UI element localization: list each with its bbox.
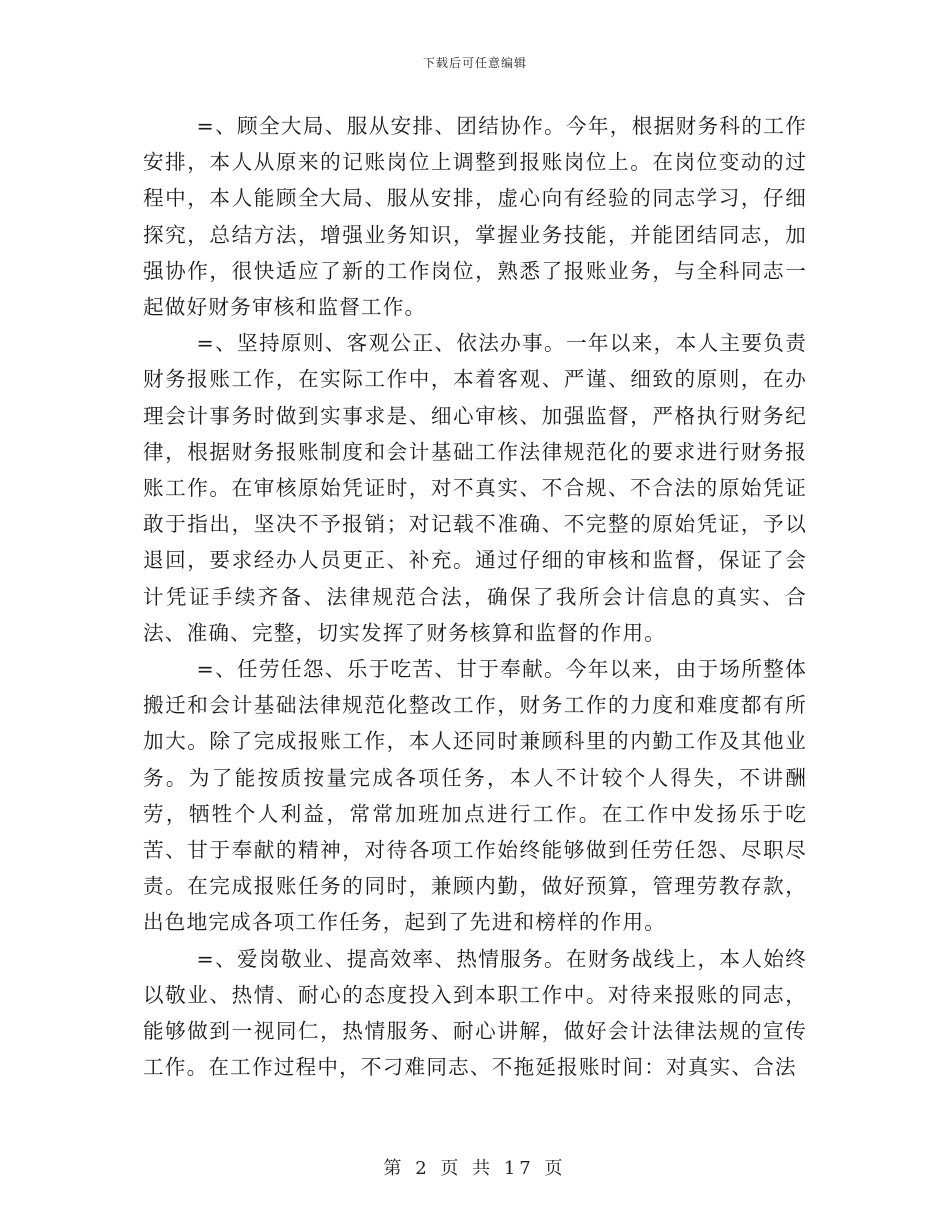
paragraph-2: =、坚持原则、客观公正、依法办事。一年以来，本人主要负责财务报账工作，在实际工作中，本着客观、严谨、细致的原则，在办理会计事务时做到实事求是、细心审核、加强监督，严格执行财务纪律，根据财务报账制度和会计基础工作法律规范化的要求进行财务报账工作。在审核原始凭证时，对不真实、不合规、不合法的原始凭证敢于指出，坚决不予报销；对记载不准确、不完整的原始凭证，予以退回，要求经办人员更正、补充。通过仔细的审核和监督，保证了会计凭证手续齐备、法律规范合法，确保了我所会计信息的真实、合法、准确、完整，切实发挥了财务核算和监督的作用。 [143, 331, 807, 645]
page-header: 下载后可任意编辑 [422, 56, 527, 70]
document-body [143, 108, 807, 1085]
paragraph-4: =、爱岗敬业、提高效率、热情服务。在财务战线上，本人始终以敬业、热情、耐心的态度投入到本职工作中。对待来报账的同志，能够做到一视同仁，热情服务、耐心讲解，做好会计法律法规的宣传工作。在工作过程中，不刁难同志、不拖延报账时间：对真实、合法 [143, 946, 807, 1080]
page-number-footer: 第 2 页 共 17 页 [383, 1158, 567, 1179]
paragraph-1: =、顾全大局、服从安排、团结协作。今年，根据财务科的工作安排，本人从原来的记账岗位上调整到报账岗位上。在岗位变动的过程中，本人能顾全大局、服从安排，虚心向有经验的同志学习，仔细探究，总结方法，增强业务知识，掌握业务技能，并能团结同志，加强协作，很快适应了新的工作岗位，熟悉了报账业务，与全科同志一起做好财务审核和监督工作。 [143, 114, 807, 320]
paragraph-3: =、任劳任怨、乐于吃苦、甘于奉献。今年以来，由于场所整体搬迁和会计基础法律规范化整改工作，财务工作的力度和难度都有所加大。除了完成报账工作，本人还同时兼顾科里的内勤工作及其他业务。为了能按质按量完成各项任务，本人不计较个人得失，不讲酬劳，牺牲个人利益，常常加班加点进行工作。在工作中发扬乐于吃苦、甘于奉献的精神，对待各项工作始终能够做到任劳任怨、尽职尽责。在完成报账任务的同时，兼顾内勤，做好预算，管理劳教存款，出色地完成各项工作任务，起到了先进和榜样的作用。 [143, 657, 807, 935]
